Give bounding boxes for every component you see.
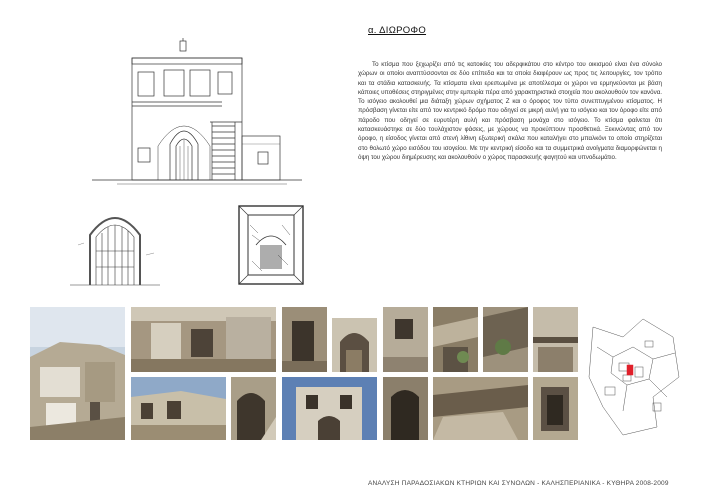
photo-collapsed-roof	[433, 377, 528, 440]
photo-building-exterior-wide	[30, 307, 125, 440]
photo-interior-collapse	[433, 307, 478, 372]
photo-wall-niche	[533, 377, 578, 440]
section-title: α. ΔΙΩΡΟΦΟ	[368, 25, 427, 36]
photo-window-opening	[383, 307, 428, 372]
photo-stone-rubble	[483, 307, 528, 372]
footer-caption: ΑΝΑΛΥΣΗ ΠΑΡΑΔΟΣΙΑΚΩΝ ΚΤΗΡΙΩΝ ΚΑΙ ΣΥΝΟΛΩΝ - ΚΑΛΗΣΠΕΡΙΑΝΙΚΑ - ΚΥΘΗΡΑ 2008-2009	[368, 480, 669, 487]
arched-door-detail-drawing	[70, 205, 160, 287]
photo-front-facade-blue-sky	[282, 377, 377, 440]
settlement-location-map	[583, 307, 685, 440]
photo-roof-beams	[533, 307, 578, 372]
photo-facade-ruin	[131, 307, 276, 372]
photo-arched-window	[332, 318, 377, 372]
facade-elevation-drawing	[92, 36, 302, 186]
photo-doorway-dark	[282, 307, 327, 372]
highlighted-building-marker	[627, 365, 633, 375]
photo-doorway-frame	[383, 377, 428, 440]
description-paragraph: Το κτίσμα που ξεχωρίζει από τις κατοικίες του αδερφικάτου στο κέντρο του οικισμού είναι ένα σύνολο χώρων οι οποίοι αναπτύσσονται σε δύο επίπεδα και τα οποία διαφέρουν ως προς τις λειτουργίες, τον τρόπο και τα στάδια κατασκευής. Τα κτίσματα είναι ερειπωμένα με αποτέλεσμα οι χώροι να ερμηνεύονται με βάση κάποιες υποθέσεις στηριγμένες στην εμπειρία πέρα από χαρακτηριστικά στοιχεία που ακολουθούν τον κανόνα. Το ισόγειο ακολουθεί μια διάταξη χώρων σχήματος Ζ και ο όροφος τον τύπο συνεπτυγμένου κτίσματος. Η πρόσβαση γίνεται είτε από τον κεντρικό δρόμο που οδηγεί σε μικρή αυλή για το ισόγειο και τον όροφο είτε από πάροδο που οδηγεί σε ευρυτέρη αυλή και πρόσβαση μονάχα στο ισόγειο. Το κτίσμα φαίνεται ότι κατασκευάστηκε σε δύο τουλάχιστον φάσεις, με χώρους να προκύπτουν προσθετικά. Ξεκινώντας από τον όροφο, η είσοδος γίνεται από στενή λίθινη εξωτερική σκάλα που καταλήγει στο μπαλκόνι το οποίο στηρίζεται στο θολωτό χώρο εισόδου του ισογείου. Με την κεντρική είσοδο και τα συμμετρικά ανοίγματα διαμορφώνεται η όψη του χώρου διημέρευσης και ακολουθούν ο χώρος παρασκευής φαγητού και υπνοδωμάτιο.	[358, 61, 662, 161]
photo-building-sky	[131, 377, 226, 440]
photo-stair-and-arch	[231, 377, 276, 440]
interior-perspective-sketch	[238, 205, 304, 285]
